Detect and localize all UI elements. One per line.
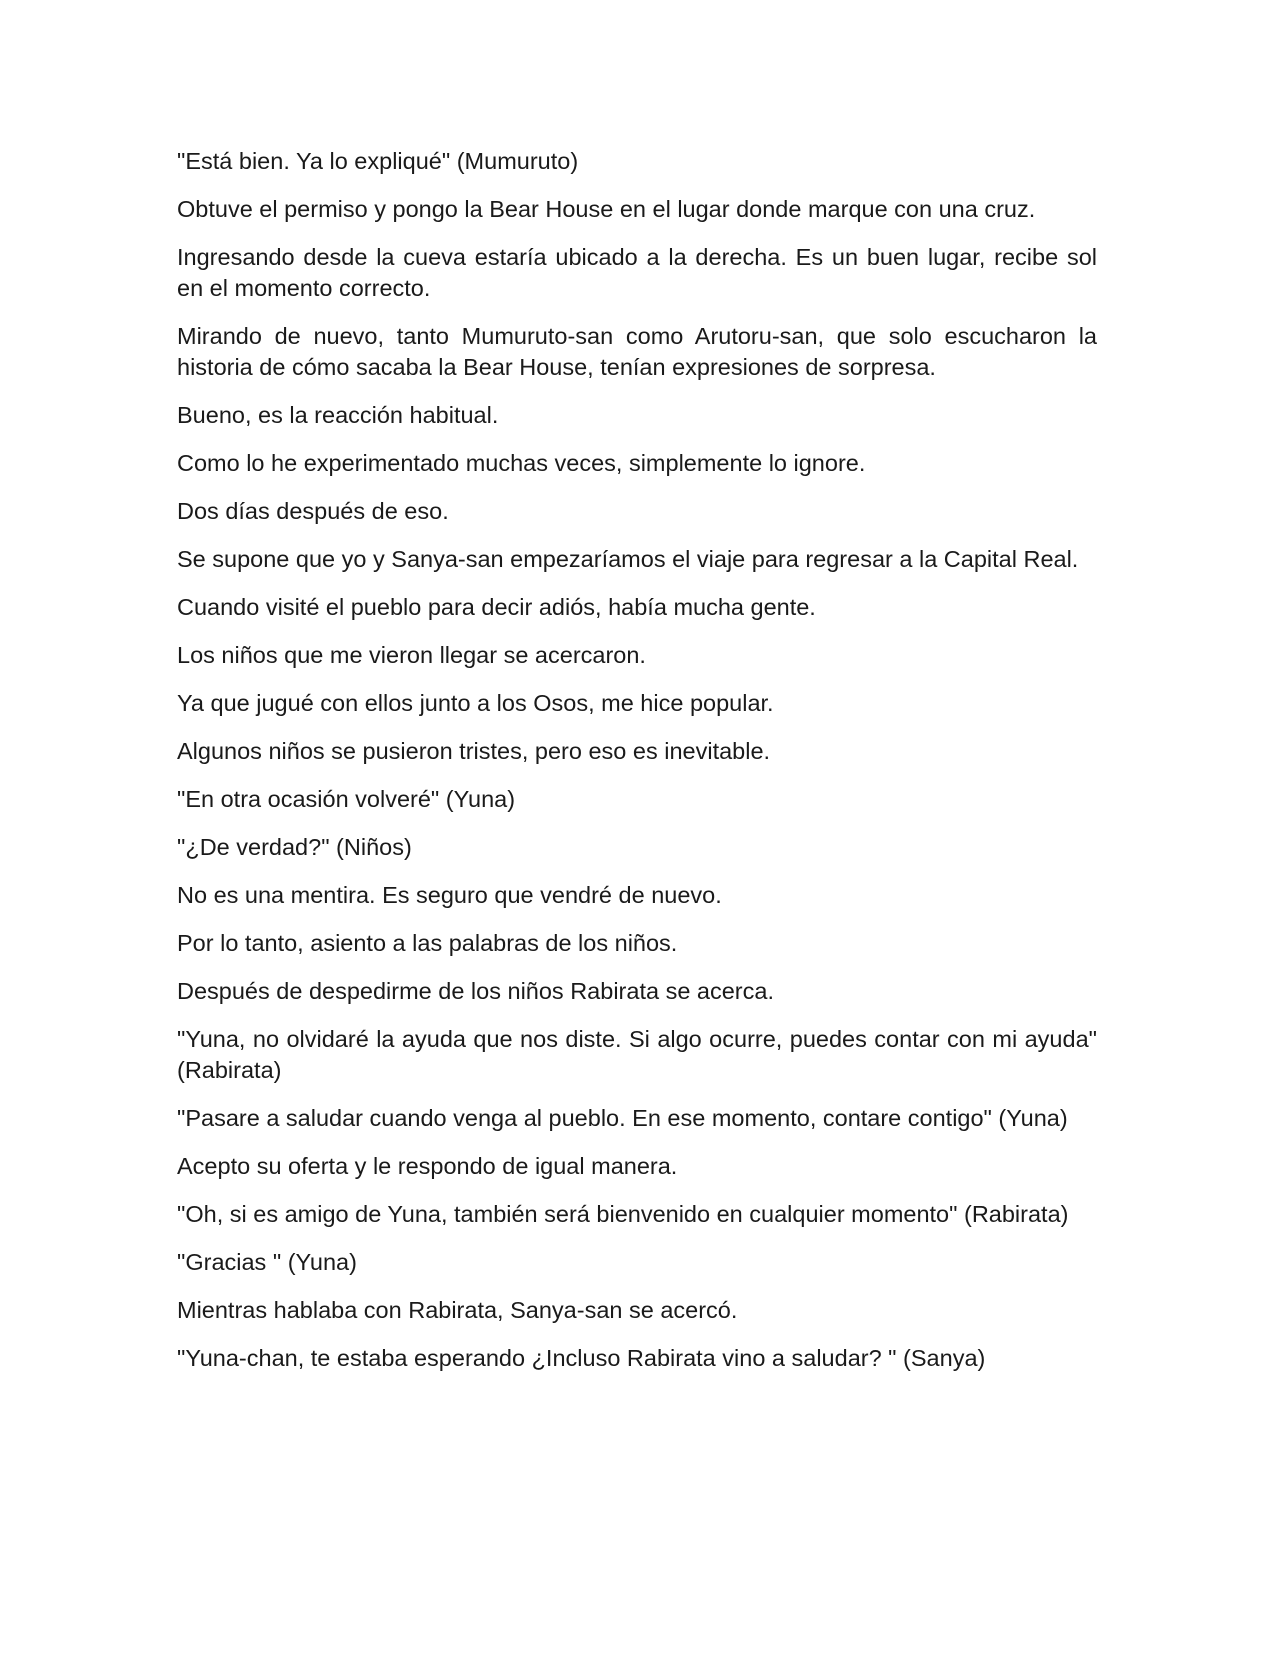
paragraph: "Oh, si es amigo de Yuna, también será bienvenido en cualquier momento" (Rabirata) [177,1201,1069,1227]
paragraph: Como lo he experimentado muchas veces, simplemente lo ignore. [177,450,866,476]
paragraph: "Gracias " (Yuna) [177,1249,357,1275]
paragraph: Se supone que yo y Sanya-san empezaríamos el viaje para regresar a la Capital Real. [177,546,1079,572]
paragraph: Cuando visité el pueblo para decir adiós, había mucha gente. [177,594,816,620]
paragraph: Bueno, es la reacción habitual. [177,402,499,428]
paragraph: Mientras hablaba con Rabirata, Sanya-san se acercó. [177,1297,738,1323]
paragraph: "¿De verdad?" (Niños) [177,834,412,860]
paragraph: Algunos niños se pusieron tristes, pero eso es inevitable. [177,738,771,764]
paragraph: Por lo tanto, asiento a las palabras de los niños. [177,930,678,956]
paragraph: Mirando de nuevo, tanto Mumuruto-san como Arutoru-san, que solo escucharon la historia de cómo sacaba la Bear House, tenían expresiones de sorpresa. [177,323,1097,380]
paragraph: "Yuna, no olvidaré la ayuda que nos diste. Si algo ocurre, puedes contar con mi ayuda" (Rabirata) [177,1026,1097,1083]
paragraph: Obtuve el permiso y pongo la Bear House en el lugar donde marque con una cruz. [177,196,1036,222]
paragraph: Dos días después de eso. [177,498,449,524]
paragraph: Después de despedirme de los niños Rabirata se acerca. [177,978,774,1004]
paragraph: "En otra ocasión volveré" (Yuna) [177,786,516,812]
paragraph: Ingresando desde la cueva estaría ubicado a la derecha. Es un buen lugar, recibe sol en el momento correcto. [177,244,1097,301]
paragraph: Los niños que me vieron llegar se acercaron. [177,642,646,668]
paragraph: No es una mentira. Es seguro que vendré de nuevo. [177,882,722,908]
paragraph: "Pasare a saludar cuando venga al pueblo. En ese momento, contare contigo" (Yuna) [177,1105,1068,1131]
paragraph: "Está bien. Ya lo expliqué" (Mumuruto) [177,148,579,174]
paragraph: Ya que jugué con ellos junto a los Osos, me hice popular. [177,690,774,716]
paragraph: Acepto su oferta y le respondo de igual manera. [177,1153,678,1179]
document-body [177,146,1097,1391]
paragraph: "Yuna-chan, te estaba esperando ¿Incluso Rabirata vino a saludar? " (Sanya) [177,1345,986,1371]
